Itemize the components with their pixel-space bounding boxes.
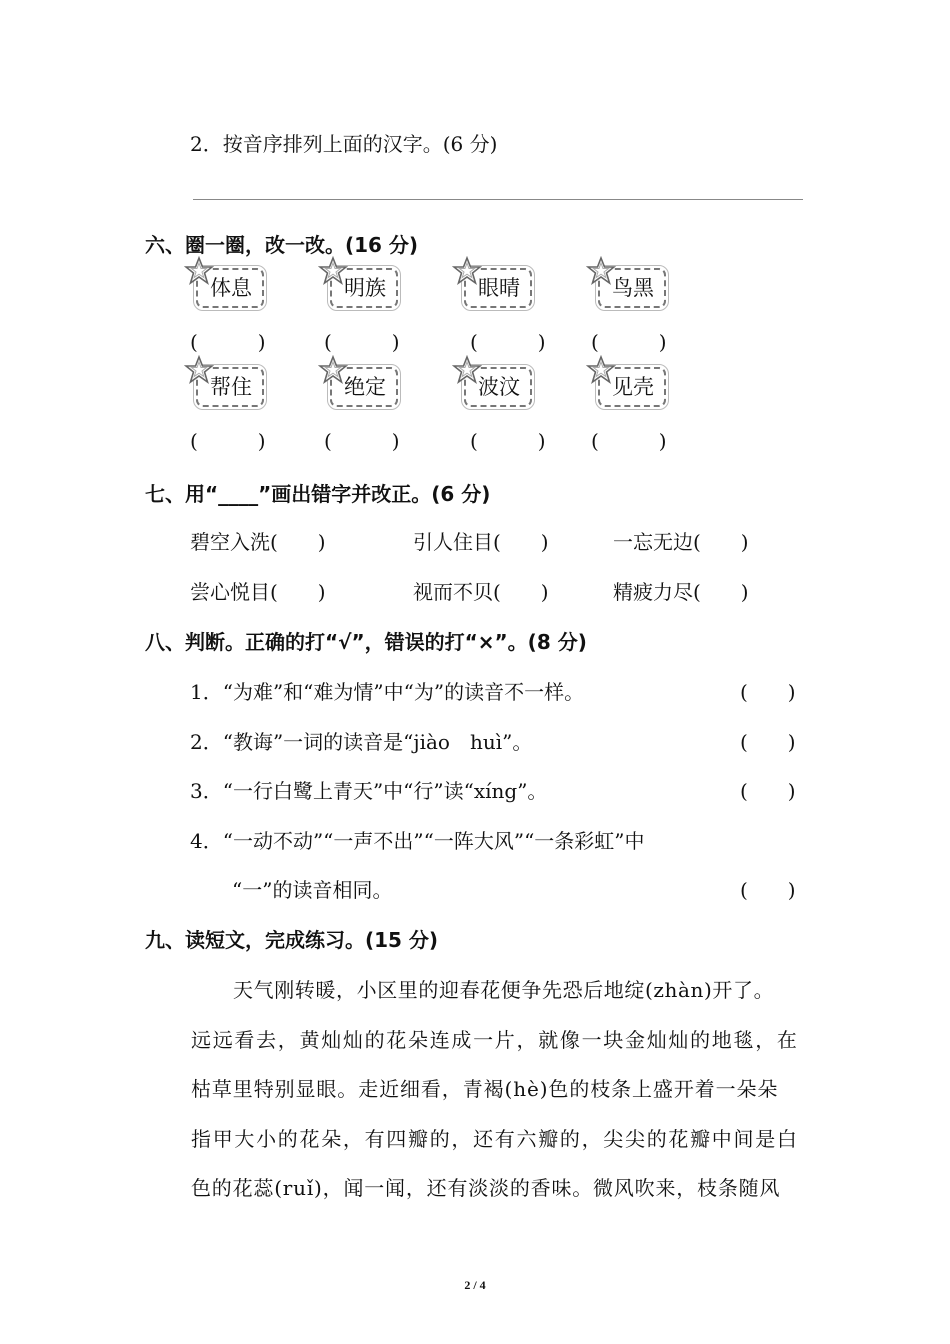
s7-item: 尝心悦目( ) bbox=[190, 580, 326, 604]
answer-parentheses: ( ) bbox=[190, 429, 266, 453]
page-number: 2 / 4 bbox=[464, 1278, 486, 1292]
wrong-word: 鸟黑 bbox=[612, 276, 654, 300]
word-box bbox=[590, 367, 672, 409]
judge-mark: ( ) bbox=[740, 878, 796, 902]
answer-parentheses: ( ) bbox=[470, 330, 546, 354]
word-box bbox=[322, 268, 404, 310]
wrong-word: 波汶 bbox=[478, 375, 520, 399]
word-box bbox=[188, 367, 270, 409]
s7-item: 碧空入洗( ) bbox=[190, 530, 326, 554]
word-box bbox=[456, 268, 538, 310]
word-box bbox=[456, 367, 538, 409]
judge-item-1: 1．“为难”和“难为情”中“为”的读音不一样。 bbox=[190, 680, 585, 704]
judge-mark: ( ) bbox=[740, 730, 796, 754]
wrong-word: 见壳 bbox=[612, 375, 654, 399]
passage-line-3: 枯草里特别显眼。走近细看，青褐(hè)色的枝条上盛开着一朵朵 bbox=[191, 1077, 779, 1101]
section-6-title: 六、圈一圈，改一改。(16 分) bbox=[145, 233, 419, 257]
answer-parentheses: ( ) bbox=[324, 429, 400, 453]
section-8-title: 八、判断。正确的打“√”，错误的打“×”。(8 分) bbox=[145, 630, 587, 654]
judge-item-4-cont: “一”的读音相同。 bbox=[232, 878, 393, 902]
question-5-item-2: 2．按音序排列上面的汉字。(6 分) bbox=[190, 132, 498, 156]
s7-item: 视而不贝( ) bbox=[413, 580, 549, 604]
judge-mark: ( ) bbox=[740, 680, 796, 704]
word-box bbox=[590, 268, 672, 310]
passage-line-5: 色的花蕊(ruǐ)，闻一闻，还有淡淡的香味。微风吹来，枝条随风 bbox=[191, 1176, 781, 1200]
wrong-word: 帮住 bbox=[210, 375, 252, 399]
section-9-title: 九、读短文，完成练习。(15 分) bbox=[145, 928, 439, 952]
wrong-word: 明族 bbox=[344, 276, 386, 300]
s7-item: 引人住目( ) bbox=[413, 530, 549, 554]
judge-item-2: 2．“教诲”一词的读音是“jiào huì”。 bbox=[190, 730, 533, 754]
s7-item: 精疲力尽( ) bbox=[613, 580, 749, 604]
s7-item: 一忘无边( ) bbox=[613, 530, 749, 554]
answer-parentheses: ( ) bbox=[470, 429, 546, 453]
section-7-title: 七、用“____”画出错字并改正。(6 分) bbox=[145, 482, 491, 506]
passage-line-1: 天气刚转暖，小区里的迎春花便争先恐后地绽(zhàn)开了。 bbox=[233, 978, 775, 1002]
word-box bbox=[188, 268, 270, 310]
answer-parentheses: ( ) bbox=[591, 429, 667, 453]
answer-parentheses: ( ) bbox=[591, 330, 667, 354]
passage-line-4: 指甲大小的花朵，有四瓣的，还有六瓣的，尖尖的花瓣中间是白 bbox=[191, 1127, 799, 1151]
answer-parentheses: ( ) bbox=[190, 330, 266, 354]
judge-item-3: 3．“一行白鹭上青天”中“行”读“xíng”。 bbox=[190, 779, 548, 803]
answer-line bbox=[193, 199, 803, 200]
judge-mark: ( ) bbox=[740, 779, 796, 803]
passage-line-2: 远远看去，黄灿灿的花朵连成一片，就像一块金灿灿的地毯，在 bbox=[191, 1028, 799, 1052]
wrong-word: 绝定 bbox=[344, 375, 386, 399]
wrong-word: 眼晴 bbox=[478, 276, 520, 300]
judge-item-4: 4．“一动不动”“一声不出”“一阵大风”“一条彩虹”中 bbox=[190, 829, 645, 853]
answer-parentheses: ( ) bbox=[324, 330, 400, 354]
wrong-word: 体息 bbox=[210, 276, 252, 300]
word-box bbox=[322, 367, 404, 409]
